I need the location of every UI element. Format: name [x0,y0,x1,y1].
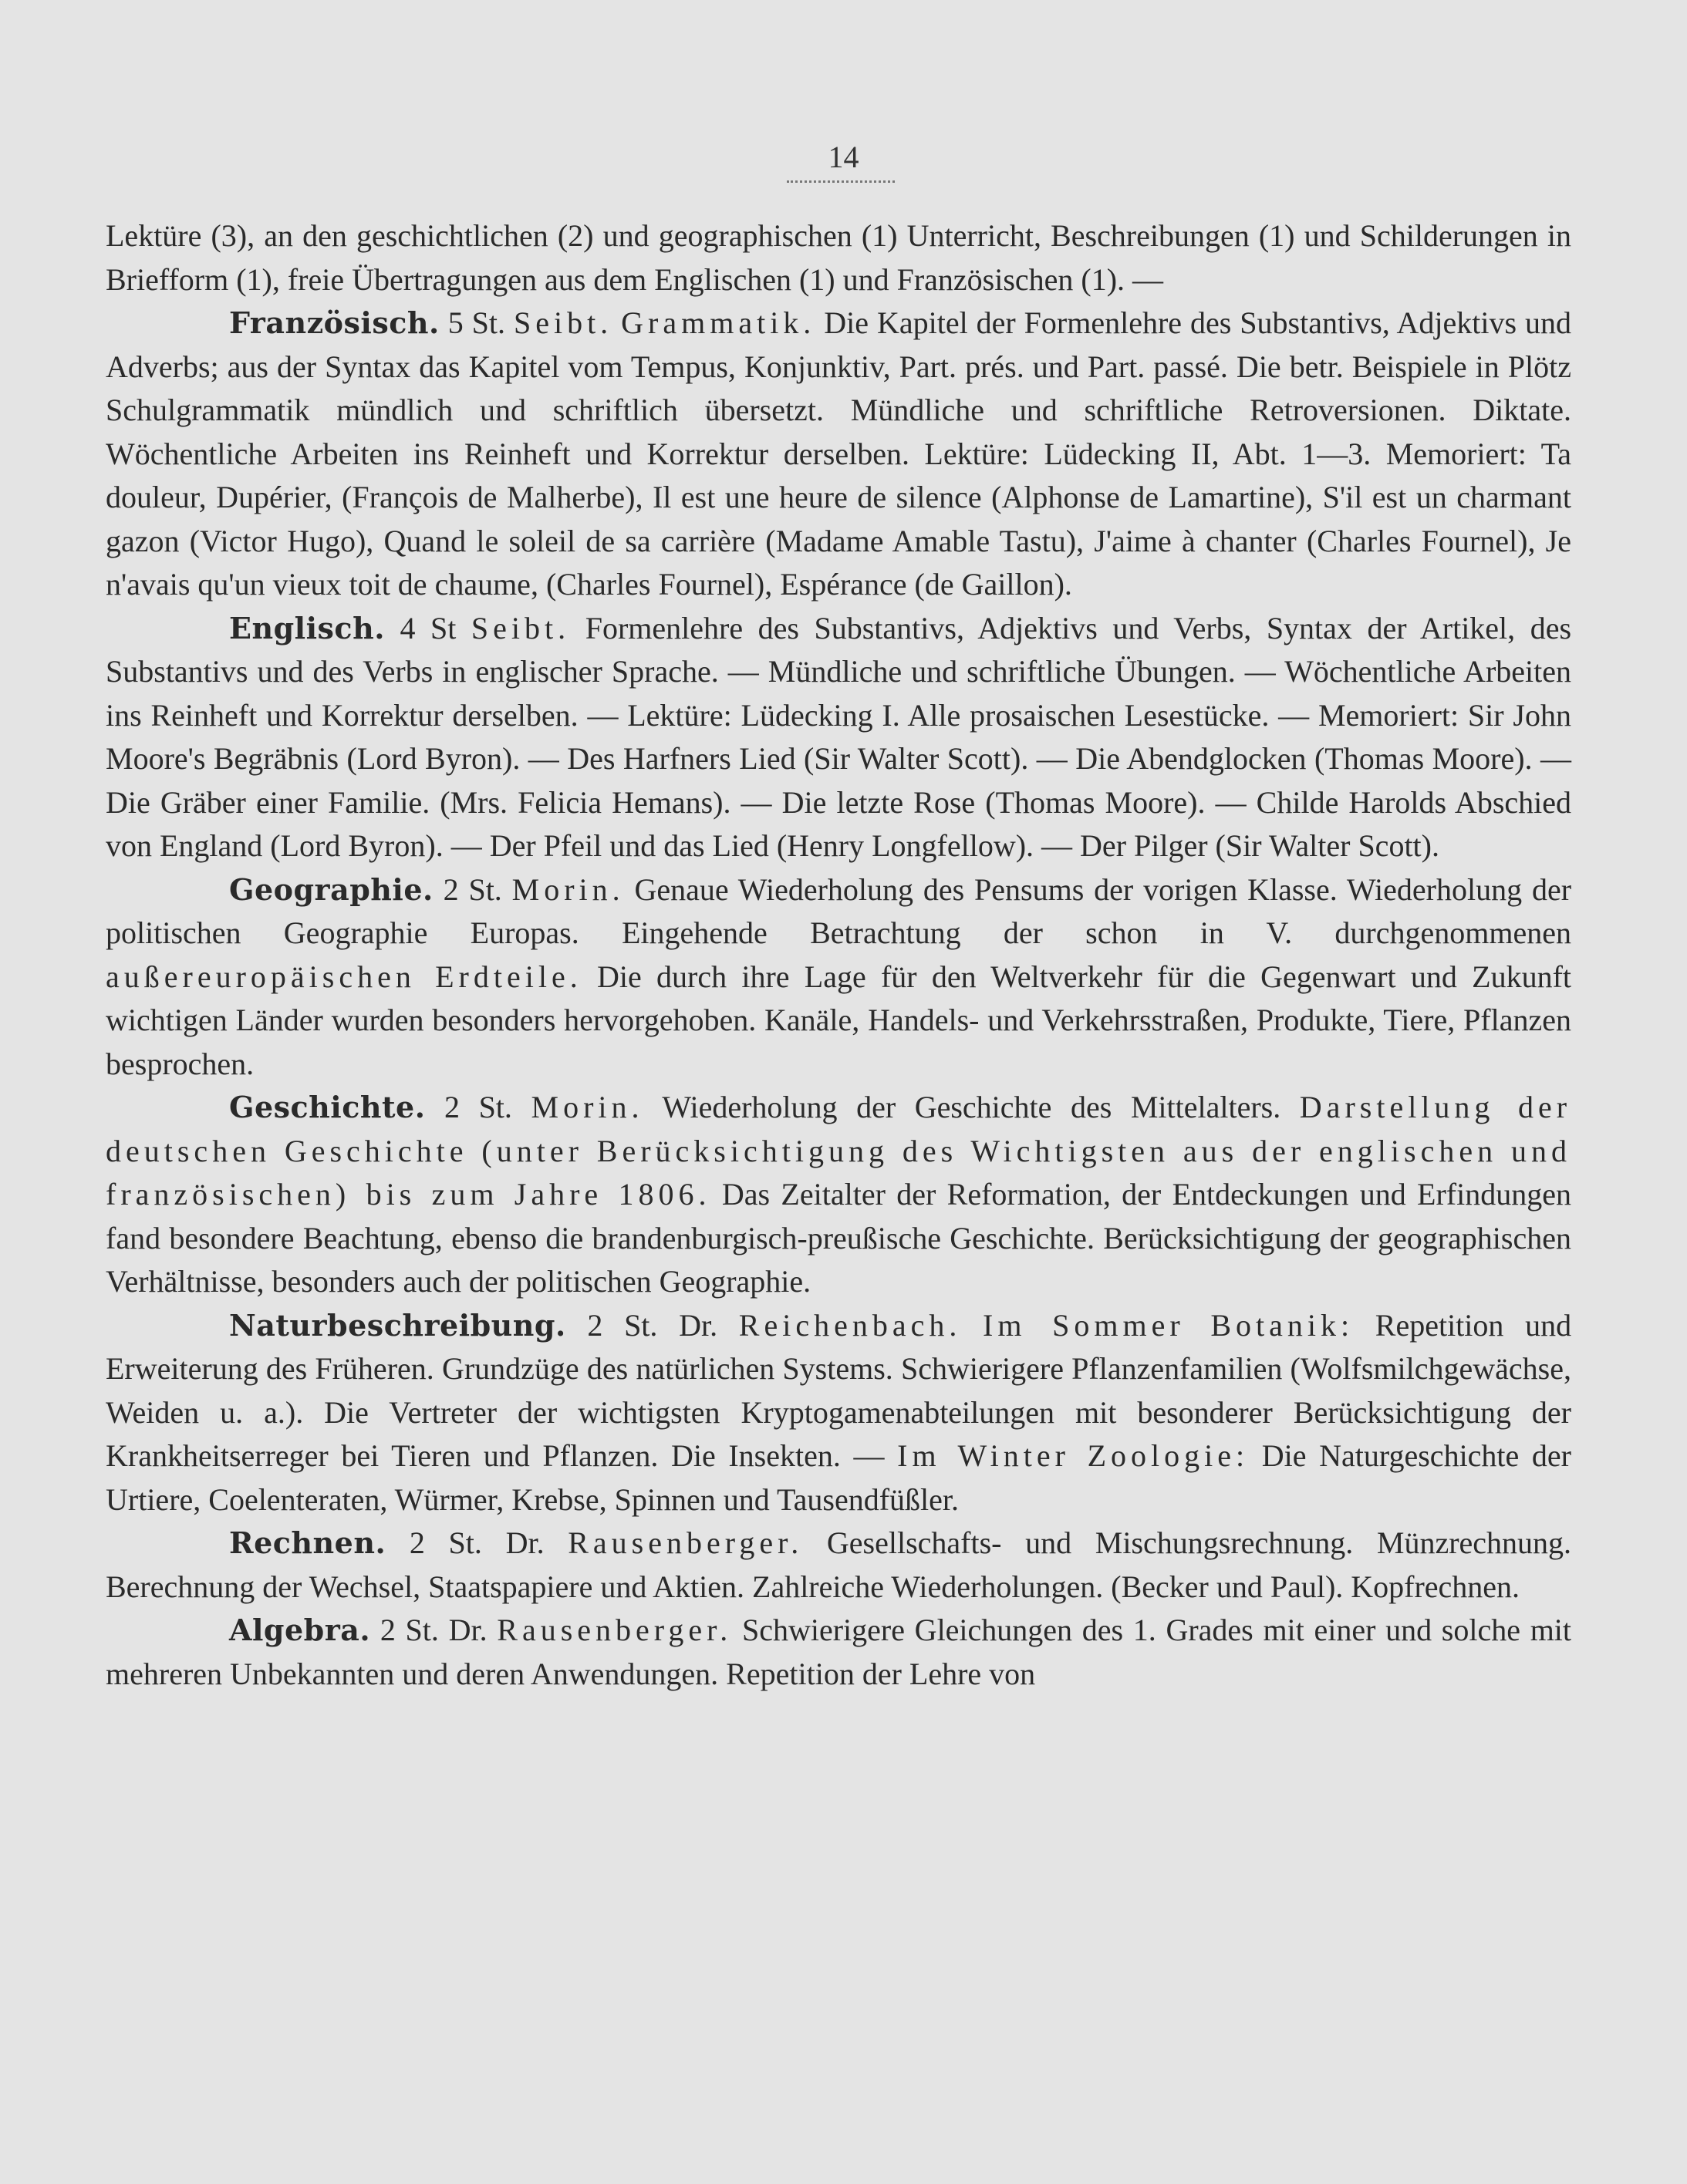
section-teacher: Seibt. [513,305,613,340]
section-text-after: Die durch ihre Lage für den Weltverkehr für die Gegenwart und Zukunft wichtigen Länder wurden besonders hervorgehoben. Kanäle, Handels- und Verkehrsstraßen, Produkte, Tiere, Pflanzen besprochen. [106,959,1572,1081]
section-heading: Naturbeschreibung. [229,1307,566,1343]
section-algebra [106,1609,1571,1696]
section-text: Die Kapitel der Formenlehre des Substantivs, Adjektivs und Adverbs; aus der Syntax das Kapitel vom Tempus, Konjunktiv, Part. prés. und Part. passé. Die betr. Beispiele in Plötz Schulgrammatik mündlich und schriftlich übersetzt. Mündliche und schriftliche Retroversionen. Diktate. Wöchentliche Arbeiten ins Reinheft und Korrektur derselben. Lektüre: Lüdecking II, Abt. 1—3. Memoriert: Ta douleur, Dupérier, (François de Malherbe), Il est une heure de silence (Alphonse de Lamartine), S'il est un charmant gazon (Victor Hugo), Quand le soleil de sa carrière (Madame Amable Tastu), J'aime à chanter (Charles Fournel), Je n'avais qu'un vieux toit de chaume, (Charles Fournel), Espérance (de Gaillon). [106,305,1571,602]
section-hours: 5 St. [447,305,505,340]
section-teacher: Rausenberger. [568,1525,804,1560]
section-hours: 2 St. [409,1525,482,1560]
section-heading: Englisch. [229,610,385,645]
section-naturbeschreibung [106,1304,1571,1522]
section-hours: 2 St. [444,1090,512,1124]
section-hours: 2 St. [443,871,502,907]
section-teacher: Seibt. [471,610,571,645]
page-number: 14 [828,140,859,174]
section-englisch [106,607,1571,868]
page-number-underline [787,180,895,183]
section-teacher: Rausenberger. [497,1613,733,1647]
section-emphasis: Darstellung der deutschen Geschichte (unter Berücksichtigung des Wichtigsten aus der englischen und französischen) bis zum Jahre 1806. [106,1090,1572,1212]
section-rechnen [106,1522,1571,1609]
section-emphasis: Im Sommer Botanik: [983,1307,1355,1343]
section-geographie [106,868,1571,1087]
section-heading: Algebra. [229,1613,371,1647]
section-heading: Rechnen. [229,1525,386,1560]
section-text-after: Das Zeitalter der Reformation, der Entdeckungen und Erfindungen fand besondere Beachtung, ebenso die brandenburgisch-preußische Geschichte. Berücksichtigung der geographischen Verhältnisse, besonders auch der politischen Geographie. [106,1177,1571,1299]
section-hours: 2 St. [587,1307,658,1343]
section-heading: Geschichte. [229,1090,426,1124]
section-teacher: Reichenbach. [738,1307,962,1343]
section-text: Schwierigere Gleichungen des 1. Grades mit einer und solche mit mehreren Unbekannten und deren Anwendungen. Repetition der Lehre von [106,1613,1572,1691]
section-text-before: Genaue Wiederholung des Pensums der vorigen Klasse. Wiederholung der politischen Geographie Europas. Eingehende Betrachtung der schon in V. durchgenommenen [106,871,1572,950]
section-geschichte [106,1086,1571,1304]
section-heading: Geographie. [229,871,434,907]
section-text: Repetition und Erweiterung des Früheren. Grundzüge des natürlichen Systems. Schwierigere Pflanzenfamilien (Wolfsmilchgewächse, Weiden u. a.). Die Vertreter der wichtigsten Kryptogamenabteilungen mit besonderer Berücksichtigung der Krankheitserreger bei Tieren und Pflanzen. Die Insekten. — [106,1307,1572,1473]
section-emphasis: Im Winter Zoologie: [897,1438,1250,1473]
section-franzoesisch [106,302,1571,607]
section-teacher-prefix: Dr. [505,1525,545,1560]
section-text-before: Wiederholung der Geschichte des Mittelalters. [662,1090,1281,1124]
section-hours: 4 St [400,610,457,645]
section-emphasis: außereuropäischen Erdteile. [106,959,582,994]
paragraph-intro [106,214,1571,302]
section-subheading: Grammatik. [621,305,816,340]
paragraph-text: Lektüre (3), an den geschichtlichen (2) und geographischen (1) Unterricht, Beschreibungen (1) und Schilderungen in Briefform (1), freie Übertragungen aus dem Englischen (1) und Französischen (1). — [106,218,1571,297]
section-text: Die Naturgeschichte der Urtiere, Coelenteraten, Würmer, Krebse, Spinnen und Tausendfüßler. [106,1438,1572,1517]
section-heading: Französisch. [229,305,440,340]
section-teacher-prefix: Dr. [448,1613,488,1647]
section-teacher-prefix: Dr. [679,1307,718,1343]
section-teacher: Morin. [531,1090,644,1124]
section-text: Formenlehre des Substantivs, Adjektivs und Verbs, Syntax der Artikel, des Substantivs und des Verbs in englischer Sprache. — Mündliche und schriftliche Übungen. — Wöchentliche Arbeiten ins Reinheft und Korrektur derselben. — Lektüre: Lüdecking I. Alle prosaischen Lesestücke. — Memoriert: Sir John Moore's Begräbnis (Lord Byron). — Des Harfners Lied (Sir Walter Scott). — Die Abendglocken (Thomas Moore). — Die Gräber einer Familie. (Mrs. Felicia Hemans). — Die letzte Rose (Thomas Moore). — Childe Harolds Abschied von England (Lord Byron). — Der Pfeil und das Lied (Henry Longfellow). — Der Pilger (Sir Walter Scott). [106,610,1572,863]
section-text: Gesellschafts- und Mischungsrechnung. Münzrechnung. Berechnung der Wechsel, Staatspapiere und Aktien. Zahlreiche Wiederholungen. (Becker und Paul). Kopfrechnen. [106,1525,1572,1604]
section-hours: 2 St. [380,1613,439,1647]
section-teacher: Morin. [511,871,625,907]
page-body [106,214,1571,1696]
